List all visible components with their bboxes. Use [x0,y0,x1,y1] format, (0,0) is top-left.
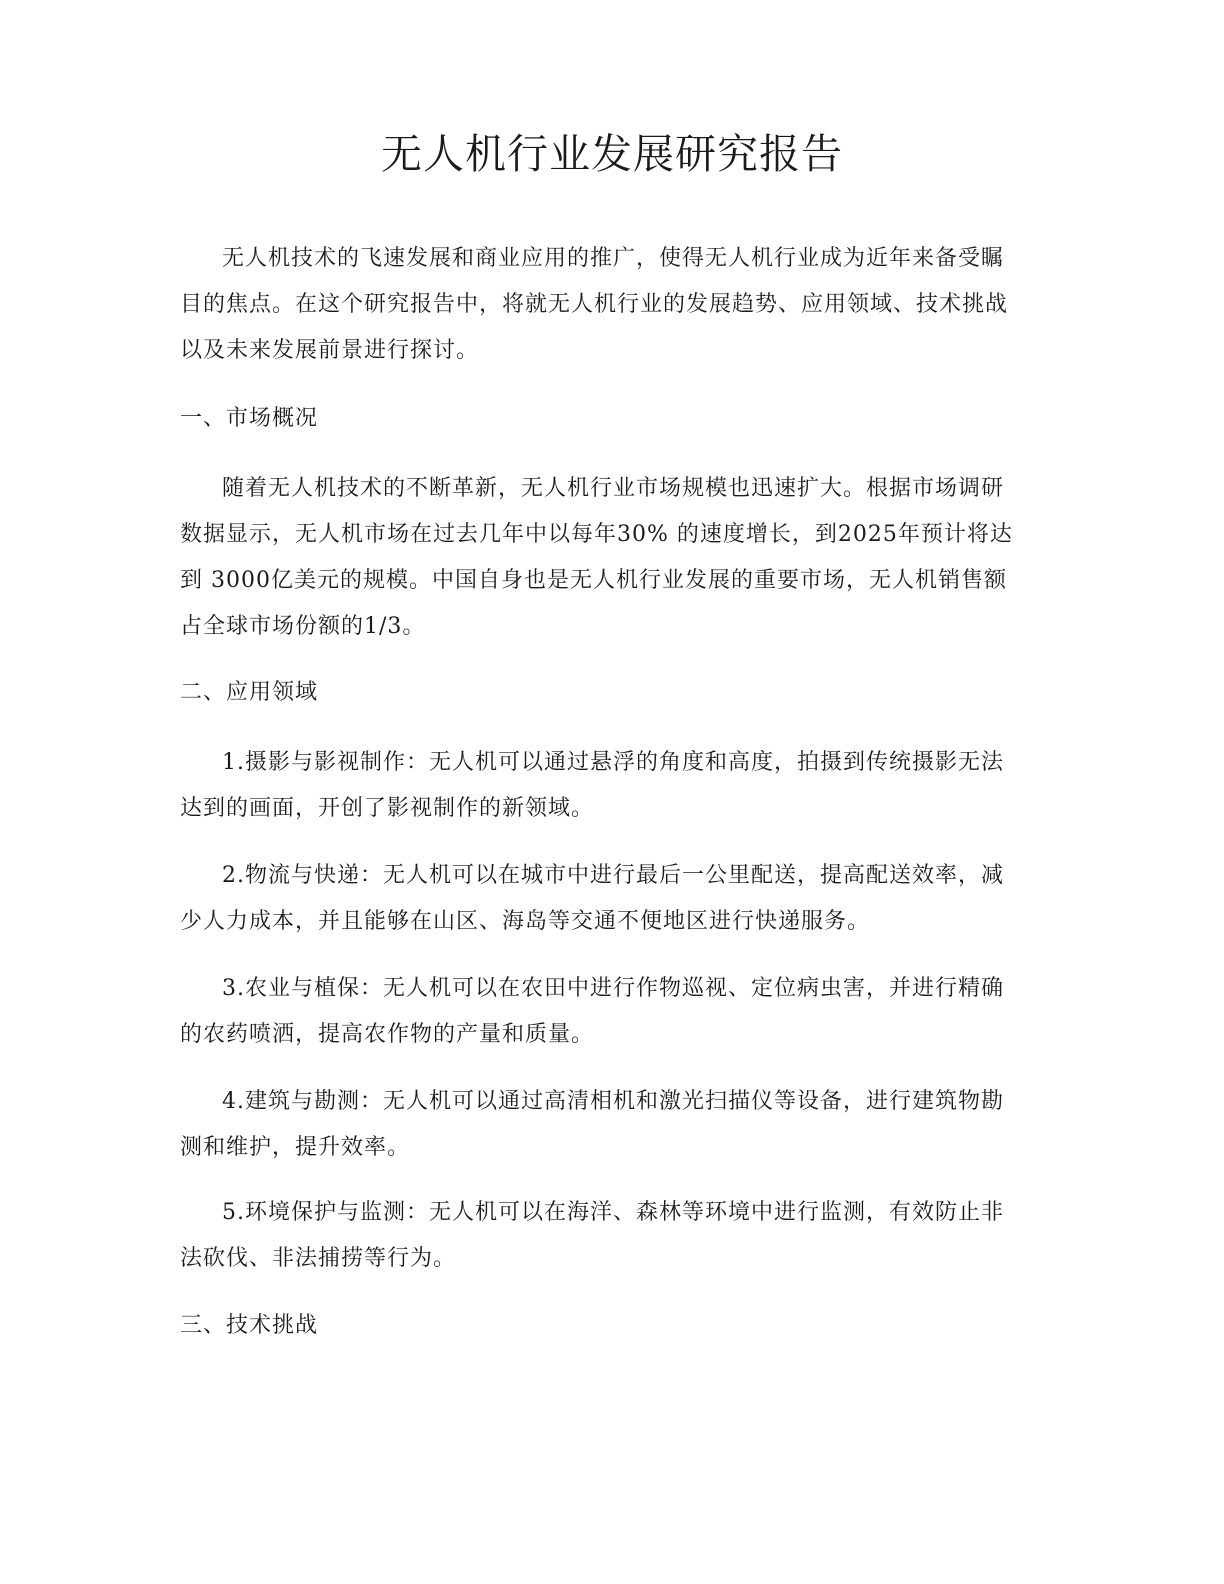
section-heading-market: 一、市场概况 [180,406,319,431]
application-item [180,1079,1042,1171]
paragraph-line: 5.环境保护与监测：无人机可以在海洋、森林等环境中进行监测，有效防止非 [222,1200,1004,1225]
paragraph-line: 目的焦点。在这个研究报告中，将就无人机行业的发展趋势、应用领域、技术挑战 [180,292,1009,317]
application-item [180,966,1042,1058]
section-heading-tech-challenges: 三、技术挑战 [180,1313,319,1338]
application-item [180,740,1042,832]
paragraph-line: 少人力成本，并且能够在山区、海岛等交通不便地区进行快递服务。 [180,909,871,934]
paragraph-line: 以及未来发展前景进行探讨。 [180,338,480,363]
paragraph-line: 的农药喷洒，提高农作物的产量和质量。 [180,1022,595,1047]
page-title: 无人机行业发展研究报告 [381,130,843,178]
application-item [180,1190,1042,1282]
paragraph-line: 达到的画面，开创了影视制作的新领域。 [180,796,595,821]
section-heading-applications: 二、应用领域 [180,680,319,705]
application-item [180,853,1042,945]
paragraph-line: 无人机技术的飞速发展和商业应用的推广，使得无人机行业成为近年来备受瞩 [222,246,1005,271]
paragraph-line: 4.建筑与勘测：无人机可以通过高清相机和激光扫描仪等设备，进行建筑物勘 [222,1089,1004,1114]
paragraph-line: 随着无人机技术的不断革新，无人机行业市场规模也迅速扩大。根据市场调研 [222,476,1005,501]
paragraph-line: 2.物流与快递：无人机可以在城市中进行最后一公里配送，提高配送效率，减 [222,863,1004,888]
paragraph-line: 3.农业与植保：无人机可以在农田中进行作物巡视、定位病虫害，并进行精确 [222,976,1004,1001]
paragraph-line: 法砍伐、非法捕捞等行为。 [180,1246,457,1271]
paragraph-line: 测和维护，提升效率。 [180,1135,411,1160]
paragraph-line: 到 3000亿美元的规模。中国自身也是无人机行业发展的重要市场，无人机销售额 [180,568,1007,593]
paragraph-line: 1.摄影与影视制作：无人机可以通过悬浮的角度和高度，拍摄到传统摄影无法 [222,750,1004,775]
intro-paragraph [180,236,1042,374]
paragraph-line: 数据显示，无人机市场在过去几年中以每年30% 的速度增长，到2025年预计将达 [180,522,1013,547]
paragraph-line: 占全球市场份额的1/3。 [180,614,426,639]
market-paragraph [180,466,1042,650]
